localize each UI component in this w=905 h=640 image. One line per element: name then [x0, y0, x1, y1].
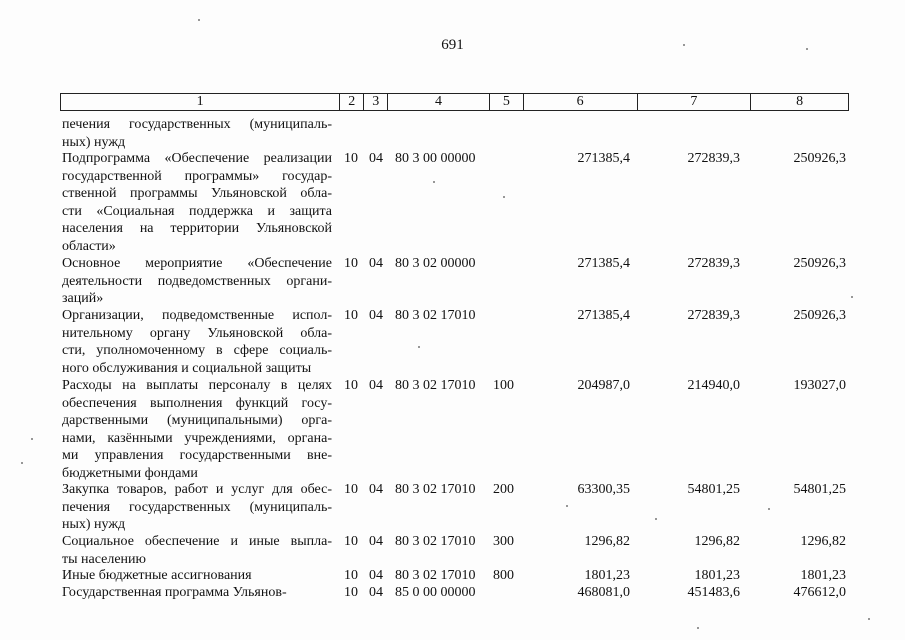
- cell-c3: 04: [369, 568, 383, 583]
- cell-c5: 800: [493, 568, 514, 583]
- cell-c6: 468081,0: [577, 585, 630, 600]
- cell-c5: 200: [493, 482, 514, 497]
- description-line: нами, казёнными учреждениями, органа-: [62, 430, 332, 446]
- cell-c7: 451483,6: [687, 585, 740, 600]
- description-line: ты населению: [62, 551, 146, 567]
- cell-c7: 214940,0: [687, 378, 740, 393]
- cell-c3: 04: [369, 534, 383, 549]
- description-line: заций»: [62, 291, 104, 306]
- description-line: ного обслуживания и социальной защиты: [62, 360, 312, 376]
- row-description: [62, 481, 332, 534]
- description-line: нительному органу Ульяновской обла-: [62, 325, 332, 341]
- description-line: Расходы на выплаты персоналу в целях: [62, 378, 332, 393]
- row-description: [62, 567, 332, 585]
- scan-speck: [566, 505, 568, 507]
- cell-c6: 1296,82: [584, 534, 630, 549]
- header-col-4: 4: [388, 94, 490, 110]
- page-number: 691: [441, 37, 464, 53]
- cell-c7: 1801,23: [694, 568, 740, 583]
- description-line: Закупка товаров, работ и услуг для обес-: [62, 482, 332, 497]
- row-description: [62, 377, 332, 482]
- cell-c8: 54801,25: [793, 482, 846, 497]
- scan-speck: [768, 508, 770, 510]
- cell-c3: 04: [369, 585, 383, 600]
- cell-c2: 10: [344, 256, 358, 271]
- description-line: Социальное обеспечение и иные выпла-: [62, 534, 332, 549]
- cell-c7: 1296,82: [694, 534, 740, 549]
- description-line: ственной программы Ульяновской обла-: [62, 186, 332, 201]
- cell-c4: 80 3 02 17010: [395, 308, 476, 323]
- header-col-6: 6: [524, 94, 638, 110]
- cell-c8: 1801,23: [800, 568, 846, 583]
- scan-speck: [21, 462, 23, 464]
- description-line: Подпрограмма «Обеспечение реализации: [62, 151, 332, 166]
- description-line: ных) нужд: [62, 517, 126, 532]
- description-line: населения на территории Ульяновской: [62, 221, 332, 236]
- cell-c2: 10: [344, 378, 358, 393]
- row-description: [62, 255, 332, 308]
- cell-c7: 272839,3: [687, 256, 740, 271]
- cell-c8: 250926,3: [793, 256, 846, 271]
- cell-c8: 250926,3: [793, 308, 846, 323]
- row-description: [62, 584, 332, 602]
- cell-c8: 193027,0: [793, 378, 846, 393]
- description-line: Организации, подведомственные испол-: [62, 308, 332, 323]
- row-description: [62, 116, 332, 151]
- description-line: ми управления государственными вне-: [62, 448, 332, 463]
- scan-speck: [697, 627, 699, 629]
- cell-c2: 10: [344, 482, 358, 497]
- description-line: ных) нужд: [62, 134, 126, 150]
- cell-c4: 85 0 00 00000: [395, 585, 476, 600]
- cell-c4: 80 3 02 17010: [395, 482, 476, 497]
- cell-c5: 100: [493, 378, 514, 393]
- description-line: сти, уполномоченному в сфере социаль-: [62, 343, 332, 358]
- row-description: [62, 307, 332, 377]
- cell-c2: 10: [344, 534, 358, 549]
- header-col-5: 5: [490, 94, 524, 110]
- description-line: государственной программы» государ-: [62, 168, 332, 184]
- cell-c3: 04: [369, 308, 383, 323]
- cell-c8: 250926,3: [793, 151, 846, 166]
- scan-speck: [655, 518, 657, 520]
- cell-c8: 1296,82: [800, 534, 846, 549]
- header-col-1: 1: [61, 94, 340, 110]
- cell-c6: 204987,0: [577, 378, 630, 393]
- header-col-2: 2: [340, 94, 364, 110]
- cell-c6: 271385,4: [577, 256, 630, 271]
- description-line: печения государственных (муниципаль-: [62, 499, 332, 515]
- cell-c6: 1801,23: [584, 568, 630, 583]
- description-line: Государственная программа Ульянов-: [62, 585, 287, 600]
- cell-c2: 10: [344, 585, 358, 600]
- cell-c4: 80 3 00 00000: [395, 151, 476, 166]
- scan-speck: [868, 618, 870, 620]
- description-line: обеспечения выполнения функций госу-: [62, 395, 332, 411]
- scan-speck: [503, 196, 505, 198]
- description-line: Основное мероприятие «Обеспечение: [62, 256, 332, 271]
- description-line: области»: [62, 238, 116, 254]
- scan-speck: [418, 346, 420, 348]
- cell-c4: 80 3 02 17010: [395, 378, 476, 393]
- cell-c8: 476612,0: [793, 585, 846, 600]
- cell-c3: 04: [369, 482, 383, 497]
- cell-c2: 10: [344, 308, 358, 323]
- cell-c7: 272839,3: [687, 308, 740, 323]
- scan-speck: [31, 438, 33, 440]
- cell-c5: 300: [493, 534, 514, 549]
- cell-c2: 10: [344, 151, 358, 166]
- description-line: печения государственных (муниципаль-: [62, 117, 332, 132]
- cell-c7: 272839,3: [687, 151, 740, 166]
- description-line: сти «Социальная поддержка и защита: [62, 203, 332, 219]
- table-header: [60, 93, 849, 111]
- description-line: бюджетными фондами: [62, 465, 198, 481]
- cell-c4: 80 3 02 17010: [395, 534, 476, 549]
- cell-c4: 80 3 02 17010: [395, 568, 476, 583]
- header-col-3: 3: [364, 94, 388, 110]
- description-line: дарственными (муниципальными) орга-: [62, 413, 332, 428]
- scan-speck: [683, 44, 685, 46]
- scan-speck: [433, 181, 435, 183]
- cell-c6: 63300,35: [577, 482, 630, 497]
- scan-speck: [851, 296, 853, 298]
- cell-c7: 54801,25: [687, 482, 740, 497]
- cell-c4: 80 3 02 00000: [395, 256, 476, 271]
- row-description: [62, 533, 332, 568]
- cell-c3: 04: [369, 378, 383, 393]
- cell-c6: 271385,4: [577, 308, 630, 323]
- cell-c3: 04: [369, 256, 383, 271]
- header-col-7: 7: [638, 94, 752, 110]
- cell-c2: 10: [344, 568, 358, 583]
- cell-c3: 04: [369, 151, 383, 166]
- scan-speck: [806, 48, 808, 50]
- row-description: [62, 150, 332, 255]
- cell-c6: 271385,4: [577, 151, 630, 166]
- description-line: Иные бюджетные ассигнования: [62, 568, 252, 583]
- scan-speck: [198, 19, 200, 21]
- description-line: деятельности подведомственных органи-: [62, 273, 332, 289]
- header-col-8: 8: [796, 94, 804, 109]
